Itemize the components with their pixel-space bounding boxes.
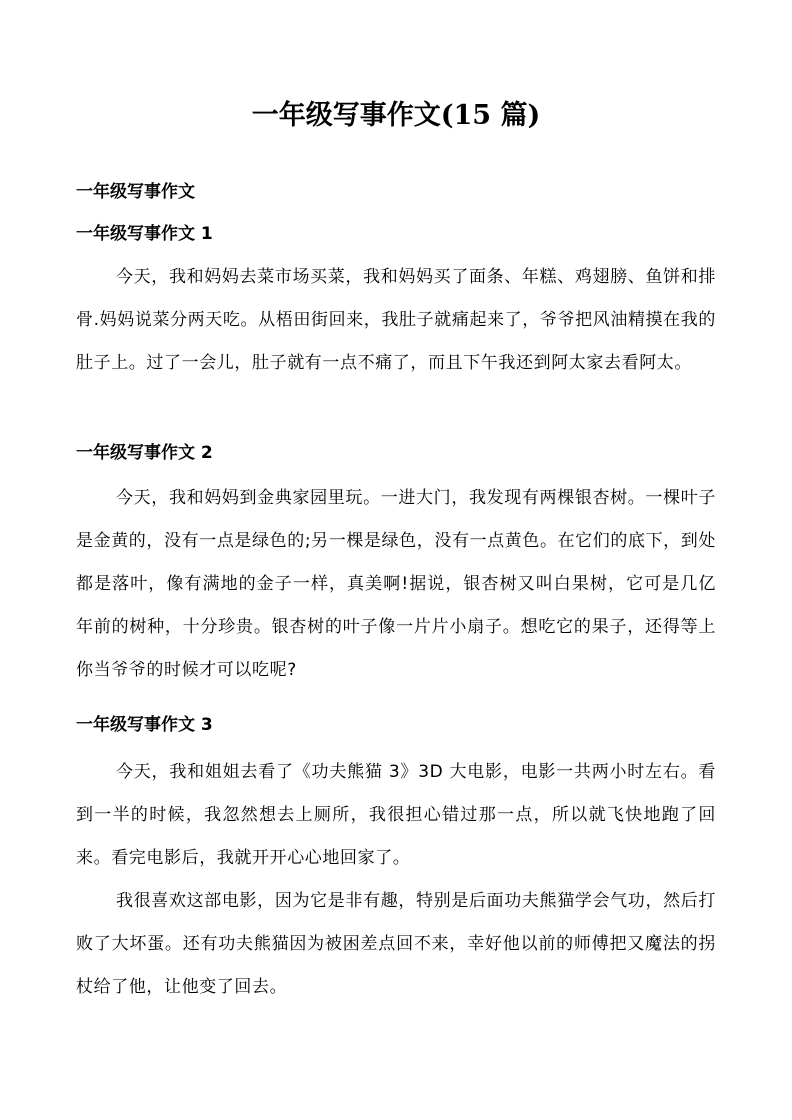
essay-3-paragraph-2: 我很喜欢这部电影，因为它是非有趣，特别是后面功夫熊猫学会气功，然后打败了大坏蛋。还有功夫熊猫因为被困差点回不来，幸好他以前的师傅把又魔法的拐杖给了他，让他变了回去。	[76, 891, 716, 997]
essay-2-heading: 一年级写事作文 2	[76, 443, 213, 463]
section-heading: 一年级写事作文	[76, 182, 195, 202]
essay-3-heading: 一年级写事作文 3	[76, 715, 213, 735]
document-title: 一年级写事作文(15 篇)	[251, 100, 541, 131]
essay-2-paragraph-1: 今天，我和妈妈到金典家园里玩。一进大门，我发现有两棵银杏树。一棵叶子是金黄的，没有一点是绿色的;另一棵是绿色，没有一点黄色。在它们的底下，到处都是落叶，像有满地的金子一样，真美啊!据说，银杏树又叫白果树，它可是几亿年前的树种，十分珍贵。银杏树的叶子像一片片小扇子。想吃它的果子，还得等上你当爷爷的时候才可以吃呢?	[76, 488, 716, 680]
essay-3-paragraph-1: 今天，我和姐姐去看了《功夫熊猫 3》3D 大电影，电影一共两小时左右。看到一半的时候，我忽然想去上厕所，我很担心错过那一点，所以就飞快地跑了回来。看完电影后，我就开开心心地回家了。	[76, 762, 716, 868]
essay-1-paragraph-1: 今天，我和妈妈去菜市场买菜，我和妈妈买了面条、年糕、鸡翅膀、鱼饼和排骨.妈妈说菜分两天吃。从梧田街回来，我肚子就痛起来了，爷爷把风油精摸在我的肚子上。过了一会儿，肚子就有一点不痛了，而且下午我还到阿太家去看阿太。	[76, 267, 716, 373]
essay-1-heading: 一年级写事作文 1	[76, 224, 213, 244]
